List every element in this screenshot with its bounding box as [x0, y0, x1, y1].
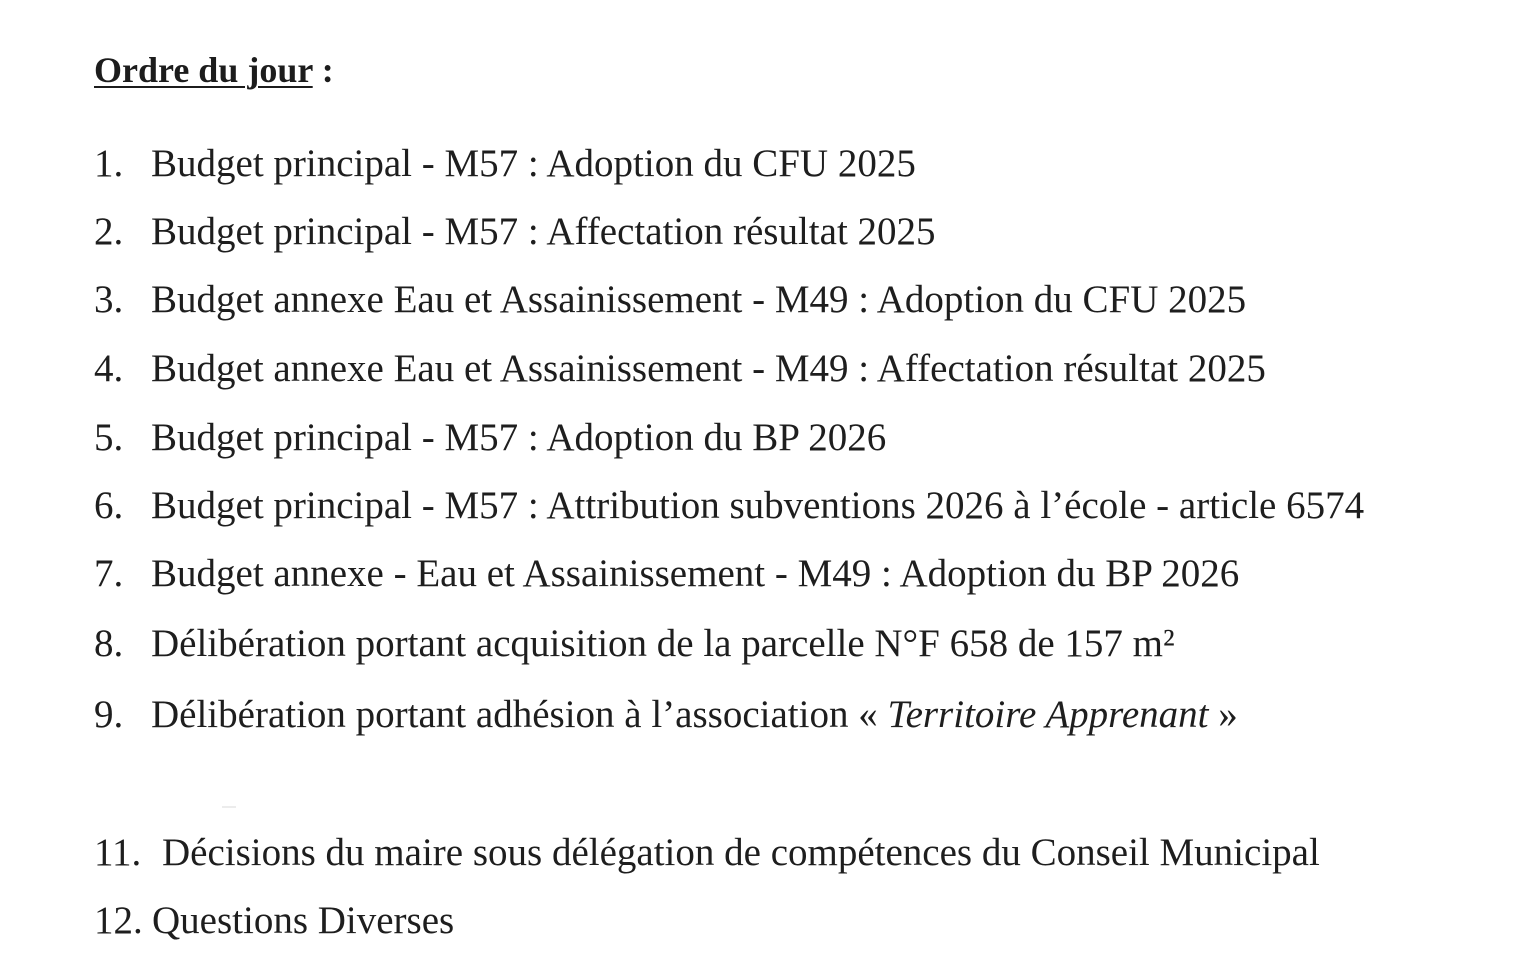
item-text: Questions Diverses: [152, 899, 455, 942]
agenda-item-9: [94, 695, 1238, 734]
item-text: Budget annexe Eau et Assainissement - M49 : Adoption du CFU 2025: [151, 278, 1247, 321]
item-number: 12.: [94, 899, 143, 942]
agenda-title-colon: :: [312, 50, 334, 90]
item-text: Budget principal - M57 : Affectation résultat 2025: [151, 210, 936, 253]
item-number: 5.: [94, 416, 124, 459]
item-text-after: »: [1208, 693, 1238, 736]
agenda-item-3: [94, 280, 1246, 319]
item-number: 9.: [94, 693, 124, 736]
scan-speck: [222, 806, 236, 808]
agenda-item-11: [94, 833, 1320, 872]
agenda-title: Ordre du jour: [94, 50, 313, 90]
item-text: Budget principal - M57 : Attribution subventions 2026 à l’école - article 6574: [151, 484, 1365, 527]
agenda-item-1: [94, 144, 916, 183]
agenda-item-8: [94, 624, 1175, 663]
item-text: Budget annexe Eau et Assainissement - M49 : Affectation résultat 2025: [151, 347, 1266, 390]
item-number: 4.: [94, 347, 124, 390]
item-number: 3.: [94, 278, 124, 321]
item-number: 7.: [94, 552, 124, 595]
item-number: 2.: [94, 210, 124, 253]
agenda-heading: [94, 52, 334, 88]
item-text: Délibération portant acquisition de la parcelle N°F 658 de 157 m²: [151, 622, 1175, 665]
agenda-item-2: [94, 212, 936, 251]
item-number: 6.: [94, 484, 124, 527]
item-number: 1.: [94, 142, 124, 185]
item-text: Budget principal - M57 : Adoption du CFU 2025: [151, 142, 916, 185]
agenda-item-12: [94, 901, 454, 940]
item-text: Budget annexe - Eau et Assainissement - M49 : Adoption du BP 2026: [151, 552, 1240, 595]
item-number: 11.: [94, 831, 142, 874]
item-number: 8.: [94, 622, 124, 665]
agenda-item-4: [94, 349, 1266, 388]
agenda-item-6: [94, 486, 1364, 525]
item-text: Décisions du maire sous délégation de compétences du Conseil Municipal: [162, 831, 1320, 874]
agenda-item-5: [94, 418, 886, 457]
item-text-before: Délibération portant adhésion à l’association «: [151, 693, 888, 736]
association-name: Territoire Apprenant: [887, 693, 1209, 736]
item-text: Budget principal - M57 : Adoption du BP 2026: [151, 416, 887, 459]
agenda-item-7: [94, 554, 1239, 593]
